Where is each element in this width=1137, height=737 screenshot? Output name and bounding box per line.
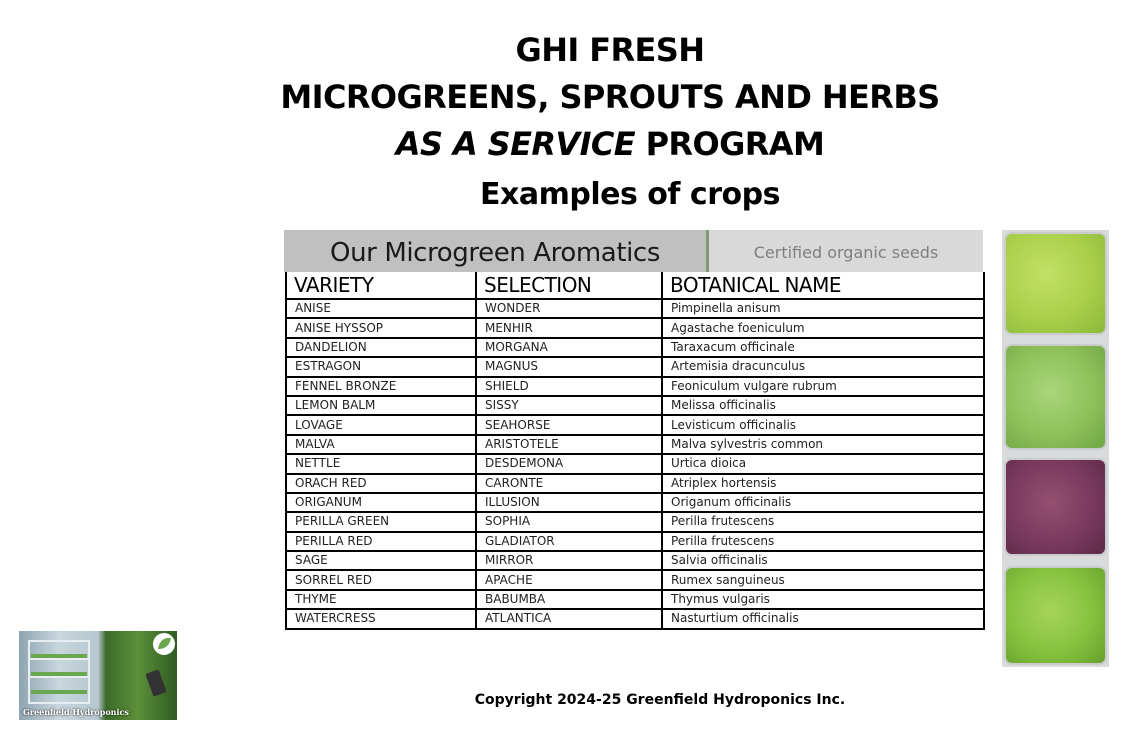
copyright-notice: Copyright 2024-25 Greenfield Hydroponics Inc. (474, 692, 846, 708)
title-line-3-italic: AS A SERVICE (395, 125, 636, 163)
cell-botanical-name: Atriplex hortensis (662, 474, 984, 493)
cell-selection: SISSY (476, 396, 662, 415)
cell-selection: MORGANA (476, 338, 662, 357)
cell-botanical-name: Rumex sanguineus (662, 570, 984, 589)
cell-selection: MENHIR (476, 318, 662, 337)
table-row (286, 318, 984, 337)
cell-botanical-name: Salvia officinalis (662, 551, 984, 570)
title-line-2: MICROGREENS, SPROUTS AND HERBS (280, 78, 940, 116)
subtitle: Examples of crops (480, 177, 780, 212)
cell-variety: LEMON BALM (286, 396, 476, 415)
banner-note: Certified organic seeds (709, 230, 983, 272)
table-row (286, 357, 984, 376)
greenfield-hydroponics-logo (19, 631, 177, 720)
cell-variety: MALVA (286, 435, 476, 454)
title-line-3 (260, 121, 960, 168)
table-row (286, 454, 984, 473)
cell-selection: SEAHORSE (476, 415, 662, 434)
table-row (286, 512, 984, 531)
cell-botanical-name: Perilla frutescens (662, 532, 984, 551)
cell-selection: ATLANTICA (476, 609, 662, 628)
cell-botanical-name: Urtica dioica (662, 454, 984, 473)
cell-variety: LOVAGE (286, 415, 476, 434)
cell-botanical-name: Feoniculum vulgare rubrum (662, 377, 984, 396)
cell-variety: DANDELION (286, 338, 476, 357)
cell-selection: GLADIATOR (476, 532, 662, 551)
table-row (286, 532, 984, 551)
table-row (286, 609, 984, 628)
cell-variety: SAGE (286, 551, 476, 570)
table-row (286, 299, 984, 318)
cell-selection: SHIELD (476, 377, 662, 396)
cell-variety: SORREL RED (286, 570, 476, 589)
table-banner (284, 230, 983, 272)
table-row (286, 570, 984, 589)
cell-botanical-name: Malva sylvestris common (662, 435, 984, 454)
banner-title: Our Microgreen Aromatics (284, 230, 706, 272)
title-line-1: GHI FRESH (515, 31, 705, 69)
table-header-row (286, 272, 984, 299)
tray-green (1004, 344, 1107, 450)
cell-selection: APACHE (476, 570, 662, 589)
cell-variety: ORIGANUM (286, 493, 476, 512)
cell-selection: BABUMBA (476, 590, 662, 609)
cell-variety: ESTRAGON (286, 357, 476, 376)
cell-variety: PERILLA GREEN (286, 512, 476, 531)
cell-selection: DESDEMONA (476, 454, 662, 473)
column-header-botanical-name: BOTANICAL NAME (662, 272, 984, 299)
table-row (286, 377, 984, 396)
logo-text: Greenfield Hydroponics (23, 707, 129, 717)
tray-bright-green (1004, 566, 1107, 665)
cell-selection: SOPHIA (476, 512, 662, 531)
cell-botanical-name: Taraxacum officinale (662, 338, 984, 357)
cell-botanical-name: Artemisia dracunculus (662, 357, 984, 376)
cell-variety: WATERCRESS (286, 609, 476, 628)
microgreens-trays-photo (1002, 230, 1109, 667)
cell-selection: CARONTE (476, 474, 662, 493)
table-row (286, 474, 984, 493)
cell-botanical-name: Melissa officinalis (662, 396, 984, 415)
cell-botanical-name: Thymus vulgaris (662, 590, 984, 609)
table-row (286, 415, 984, 434)
table-row (286, 493, 984, 512)
cell-variety: ANISE (286, 299, 476, 318)
column-header-variety: VARIETY (286, 272, 476, 299)
cell-selection: MIRROR (476, 551, 662, 570)
cell-botanical-name: Origanum officinalis (662, 493, 984, 512)
cell-variety: FENNEL BRONZE (286, 377, 476, 396)
table-row (286, 551, 984, 570)
cell-variety: NETTLE (286, 454, 476, 473)
cell-variety: PERILLA RED (286, 532, 476, 551)
cell-selection: WONDER (476, 299, 662, 318)
cell-botanical-name: Perilla frutescens (662, 512, 984, 531)
cell-selection: ARISTOTELE (476, 435, 662, 454)
table-row (286, 396, 984, 415)
cell-botanical-name: Pimpinella anisum (662, 299, 984, 318)
crops-table (285, 272, 985, 630)
cell-botanical-name: Agastache foeniculum (662, 318, 984, 337)
cell-botanical-name: Nasturtium officinalis (662, 609, 984, 628)
cell-selection: ILLUSION (476, 493, 662, 512)
column-header-selection: SELECTION (476, 272, 662, 299)
tray-light-green (1004, 232, 1107, 335)
table-row (286, 590, 984, 609)
table-row (286, 338, 984, 357)
tray-purple (1004, 458, 1107, 556)
cell-variety: ANISE HYSSOP (286, 318, 476, 337)
cell-botanical-name: Levisticum officinalis (662, 415, 984, 434)
page-title (260, 27, 960, 168)
table-row (286, 435, 984, 454)
cell-selection: MAGNUS (476, 357, 662, 376)
title-line-3-rest: PROGRAM (635, 125, 825, 163)
cell-variety: THYME (286, 590, 476, 609)
cell-variety: ORACH RED (286, 474, 476, 493)
